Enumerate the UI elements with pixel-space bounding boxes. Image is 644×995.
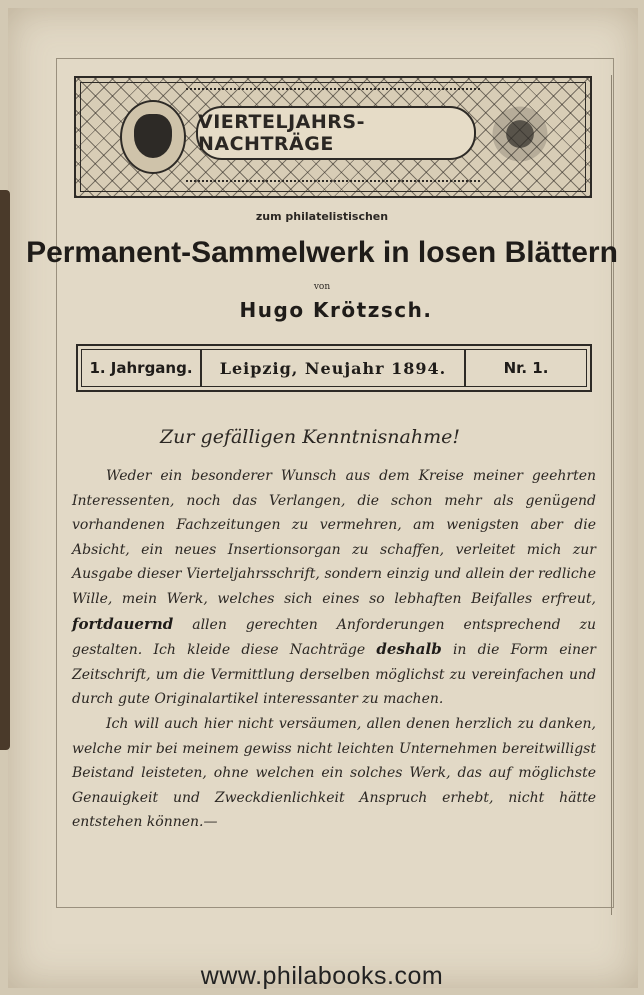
article-heading: Zur gefälligen Kenntnisnahme!: [159, 426, 461, 448]
p1-text-b: allen gerechten Anforderungen entsprechend zu gestalten. Ich kleide diese Nachträge: [72, 616, 596, 659]
banner-ornament-bottom: [186, 180, 480, 192]
p1-text-a: Weder ein besonderer Wunsch aus dem Kreise meiner geehrten Interessenten, noch das Verlangen, die schon mehr als genügend vorhandenen Fachzeitungen zu vermehren, am wenigsten aber die Absicht, ein neues Insertionsorgan zu schaffen, verleitet mich zur Ausgabe dieser Vierteljahrsschrift, sondern einzig und allein der redliche Wille, mein Werk, welches sich eines so lebhaften Beifalles erfreut,: [72, 468, 596, 607]
by-line: von: [313, 282, 331, 292]
p1-emphasis-2: deshalb: [376, 640, 442, 659]
paragraph-1: [72, 464, 596, 712]
issue-info-inner: [81, 349, 587, 387]
eagle-icon: [134, 114, 172, 158]
main-title: Permanent-Sammelwerk in losen Blättern: [26, 236, 618, 269]
p1-emphasis-1: fortdauernd: [72, 614, 174, 633]
issue-info-bar: [76, 344, 592, 392]
p1-text-c: in die Form einer Zeitschrift, um die Vermittlung derselben möglichst zu vereinfachen und durch gute Originalartikel interessanter zu machen.: [72, 642, 596, 708]
eagle-crest-icon: [120, 100, 186, 174]
subtitle: zum philatelistischen: [255, 210, 389, 223]
paragraph-2: Ich will auch hier nicht versäumen, allen denen herzlich zu danken, welche mir bei meinem gewiss nicht leichten Unternehmen bereitwilligst Beistand leisteten, ohne welchen ein solches Werk, das auf möglichste Genauigkeit und Zweckdienlichkeit Anspruch erhebt, nicht hätte entstehen können.—: [72, 715, 596, 831]
article-body: [72, 464, 596, 835]
title-banner: [74, 76, 592, 198]
right-rule: [611, 75, 612, 915]
banner-ornament-top: [186, 88, 480, 100]
author-name: Hugo Krötzsch.: [239, 298, 433, 322]
binding-edge: [0, 190, 10, 750]
floral-ornament-icon: [490, 100, 550, 168]
banner-plate: [196, 106, 476, 160]
issue-number: Nr. 1.: [503, 359, 549, 377]
banner-title: VIERTELJAHRS-NACHTRÄGE: [198, 111, 365, 155]
watermark-url: www.philabooks.com: [200, 962, 444, 990]
volume-label: 1. Jahrgang.: [82, 350, 202, 386]
place-date: Leipzig, Neujahr 1894.: [202, 350, 466, 386]
